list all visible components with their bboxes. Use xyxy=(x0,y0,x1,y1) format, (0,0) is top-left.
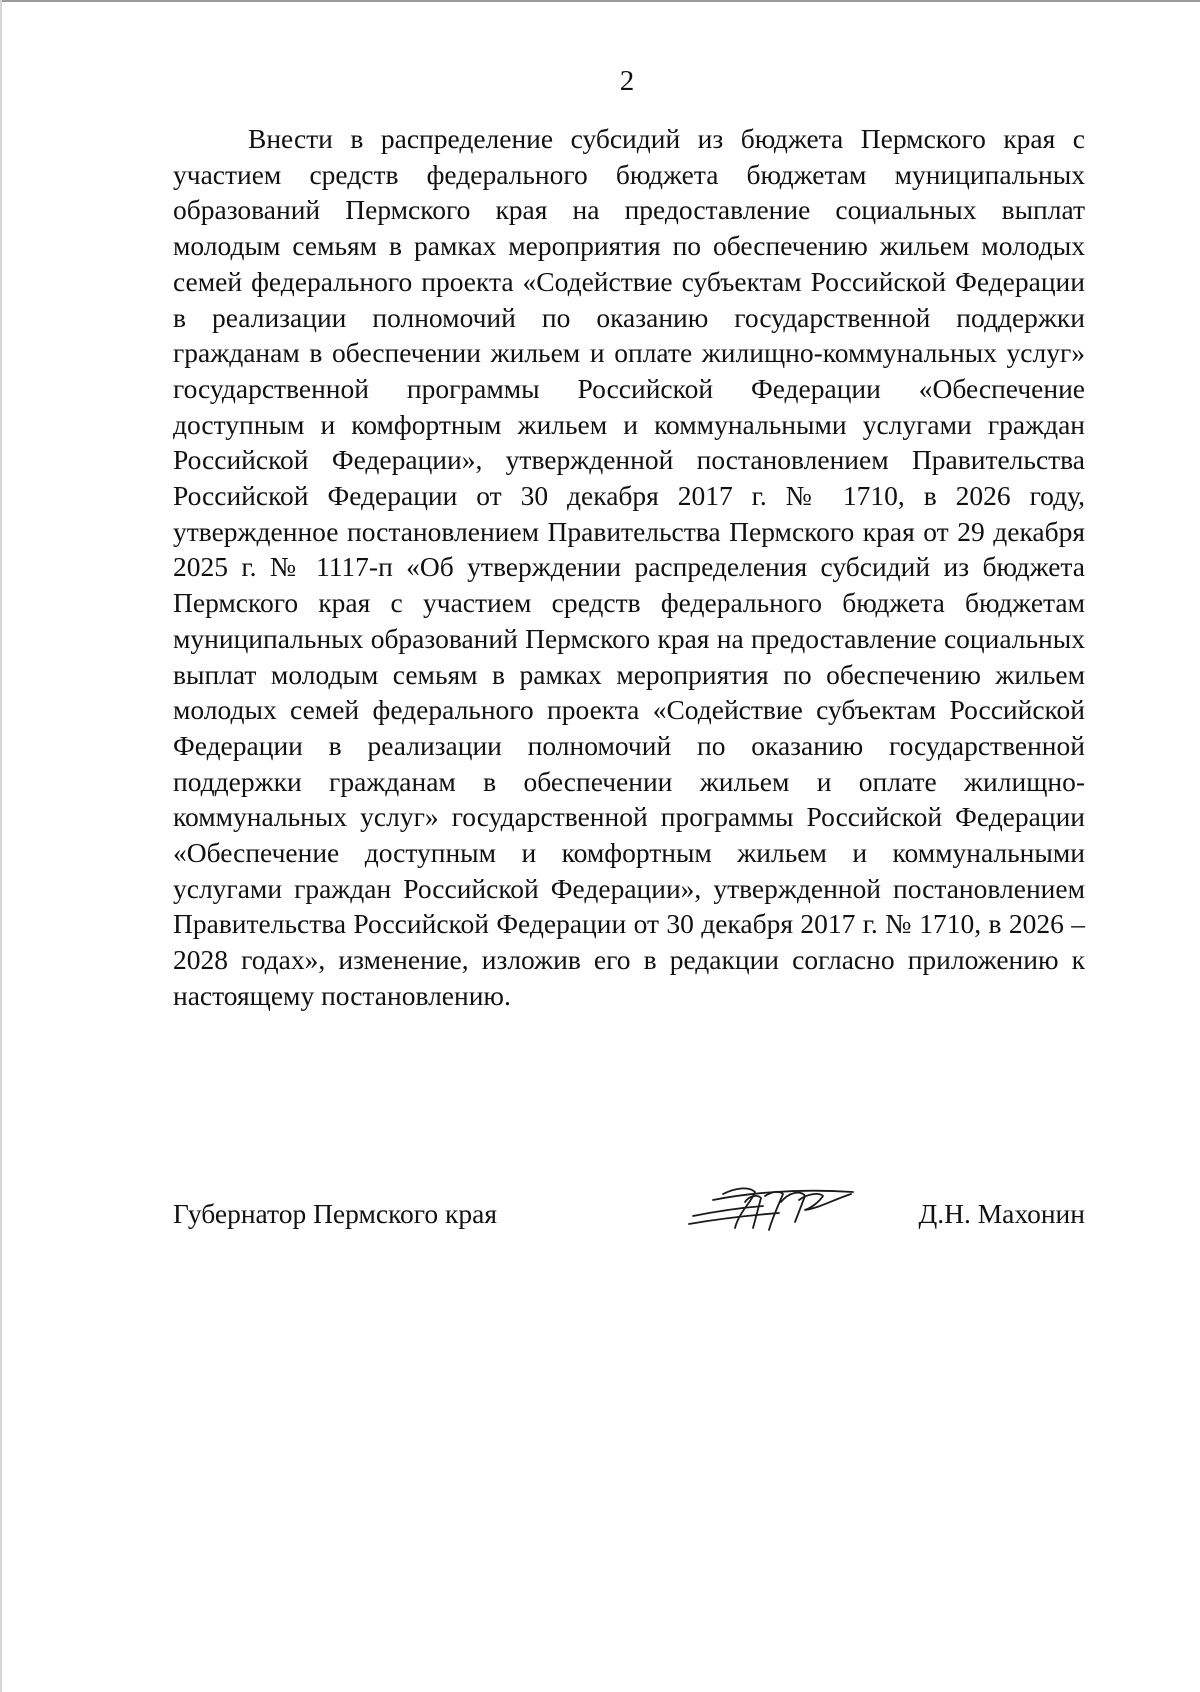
scan-edge-left xyxy=(0,0,2,1692)
handwritten-signature xyxy=(683,1172,863,1242)
scan-edge-top xyxy=(0,0,1200,2)
body-paragraph: Внести в распределение субсидий из бюджета Пермского края с участием средств федерального бюджета бюджетам муниципальных образований Пермского края на предоставление социальных выплат молодым семьям в рамках мероприятия по обеспечению жильем молодых семей федерального проекта «Содействие субъектам Российской Федерации в реализации полномочий по оказанию государственной поддержки гражданам в обеспечении жильем и оплате жилищно-коммунальных услуг» государственной программы Российской Федерации «Обеспечение доступным и комфортным жильем и коммунальными услугами граждан Российской Федерации», утвержденной постановлением Правительства Российской Федерации от 30 декабря 2017 г. № 1710, в 2026 году, утвержденное постановлением Правительства Пермского края от 29 декабря 2025 г. № 1117-п «Об утверждении распределения субсидий из бюджета Пермского края с участием средств федерального бюджета бюджетам муниципальных образований Пермского края на предоставление социальных выплат молодым семьям в рамках мероприятия по обеспечению жильем молодых семей федерального проекта «Содействие субъектам Российской Федерации в реализации полномочий по оказанию государственной поддержки гражданам в обеспечении жильем и оплате жилищно-коммунальных услуг» государственной программы Российской Федерации «Обеспечение доступным и комфортным жильем и коммунальными услугами граждан Российской Федерации», утвержденной постановлением Правительства Российской Федерации от 30 декабря 2017 г. № 1710, в 2026 – 2028 годах», изменение, изложив его в редакции согласно приложению к настоящему постановлению. xyxy=(173,123,1085,1011)
signer-name: Д.Н. Махонин xyxy=(918,1198,1085,1229)
signature-block xyxy=(173,1196,1085,1256)
signer-position: Губернатор Пермского края xyxy=(173,1198,497,1229)
page-number: 2 xyxy=(619,65,635,97)
